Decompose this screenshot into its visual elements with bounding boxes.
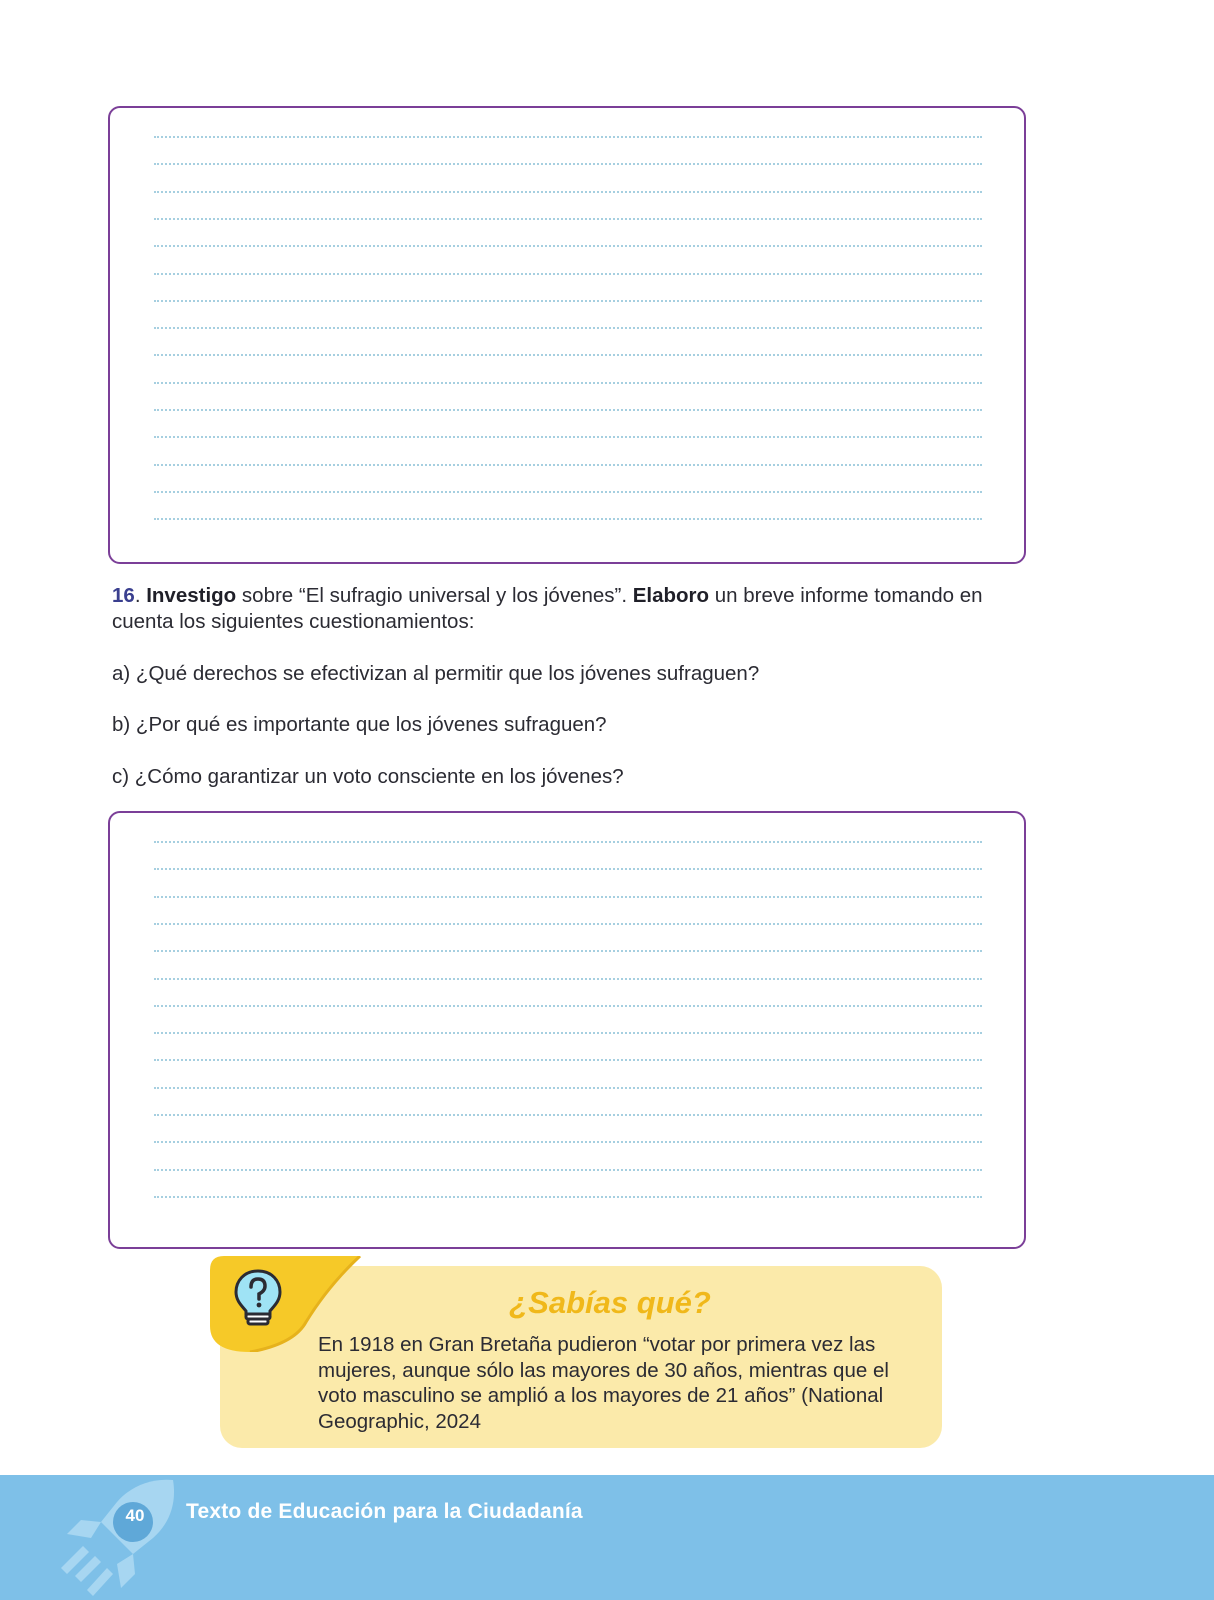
- dotted-writing-line: [154, 896, 982, 898]
- activity-instruction: [112, 583, 1032, 635]
- dotted-writing-line: [154, 464, 982, 466]
- dotted-writing-line: [154, 273, 982, 275]
- did-you-know-text: En 1918 en Gran Bretaña pudieron “votar por primera vez las mujeres, aunque sólo las mayores de 30 años, mientras que el voto masculino se amplió a los mayores de 21 años” (National Geographic, 2024: [318, 1333, 889, 1433]
- dotted-writing-line: [154, 868, 982, 870]
- answer-box-1[interactable]: [108, 106, 1026, 564]
- activity-number: 16: [112, 584, 135, 607]
- dotted-writing-line: [154, 327, 982, 329]
- dotted-writing-line: [154, 436, 982, 438]
- dotted-writing-line: [154, 1087, 982, 1089]
- verb-investigo: Investigo: [146, 584, 237, 607]
- dotted-writing-line: [154, 518, 982, 520]
- dotted-writing-line: [154, 300, 982, 302]
- dotted-writing-line: [154, 382, 982, 384]
- dotted-writing-line: [154, 245, 982, 247]
- dotted-writing-line: [154, 1141, 982, 1143]
- dotted-writing-line: [154, 163, 982, 165]
- instruction-text-1: sobre “El sufragio universal y los jóvenes”.: [236, 584, 633, 607]
- instruction-text-2: un breve informe tomando en cuenta los siguientes cuestionamientos:: [112, 584, 983, 633]
- question-c: c) ¿Cómo garantizar un voto consciente en los jóvenes?: [112, 765, 624, 788]
- verb-elaboro: Elaboro: [632, 584, 710, 607]
- question-b: b) ¿Por qué es importante que los jóvenes sufraguen?: [112, 713, 607, 736]
- dotted-writing-line: [154, 923, 982, 925]
- dotted-writing-line: [154, 950, 982, 952]
- dotted-writing-line: [154, 218, 982, 220]
- book-title: Texto de Educación para la Ciudadanía: [186, 1500, 583, 1523]
- dotted-writing-line: [154, 1114, 982, 1116]
- dotted-writing-line: [154, 1169, 982, 1171]
- answer-box-2[interactable]: [108, 811, 1026, 1249]
- dotted-writing-line: [154, 1032, 982, 1034]
- activity-number-dot: .: [134, 584, 147, 607]
- lightbulb-question-icon: [232, 1268, 284, 1328]
- dotted-writing-line: [154, 136, 982, 138]
- dotted-writing-line: [154, 978, 982, 980]
- page-number: 40: [125, 1506, 145, 1525]
- dotted-writing-line: [154, 1059, 982, 1061]
- dotted-writing-line: [154, 491, 982, 493]
- dotted-writing-line: [154, 354, 982, 356]
- dotted-writing-line: [154, 409, 982, 411]
- dotted-writing-line: [154, 1196, 982, 1198]
- question-a: a) ¿Qué derechos se efectivizan al permitir que los jóvenes sufraguen?: [112, 662, 760, 685]
- dotted-writing-line: [154, 841, 982, 843]
- dotted-writing-line: [154, 191, 982, 193]
- dotted-writing-line: [154, 1005, 982, 1007]
- rocket-icon: [55, 1472, 185, 1600]
- did-you-know-title: ¿Sabías qué?: [509, 1285, 711, 1320]
